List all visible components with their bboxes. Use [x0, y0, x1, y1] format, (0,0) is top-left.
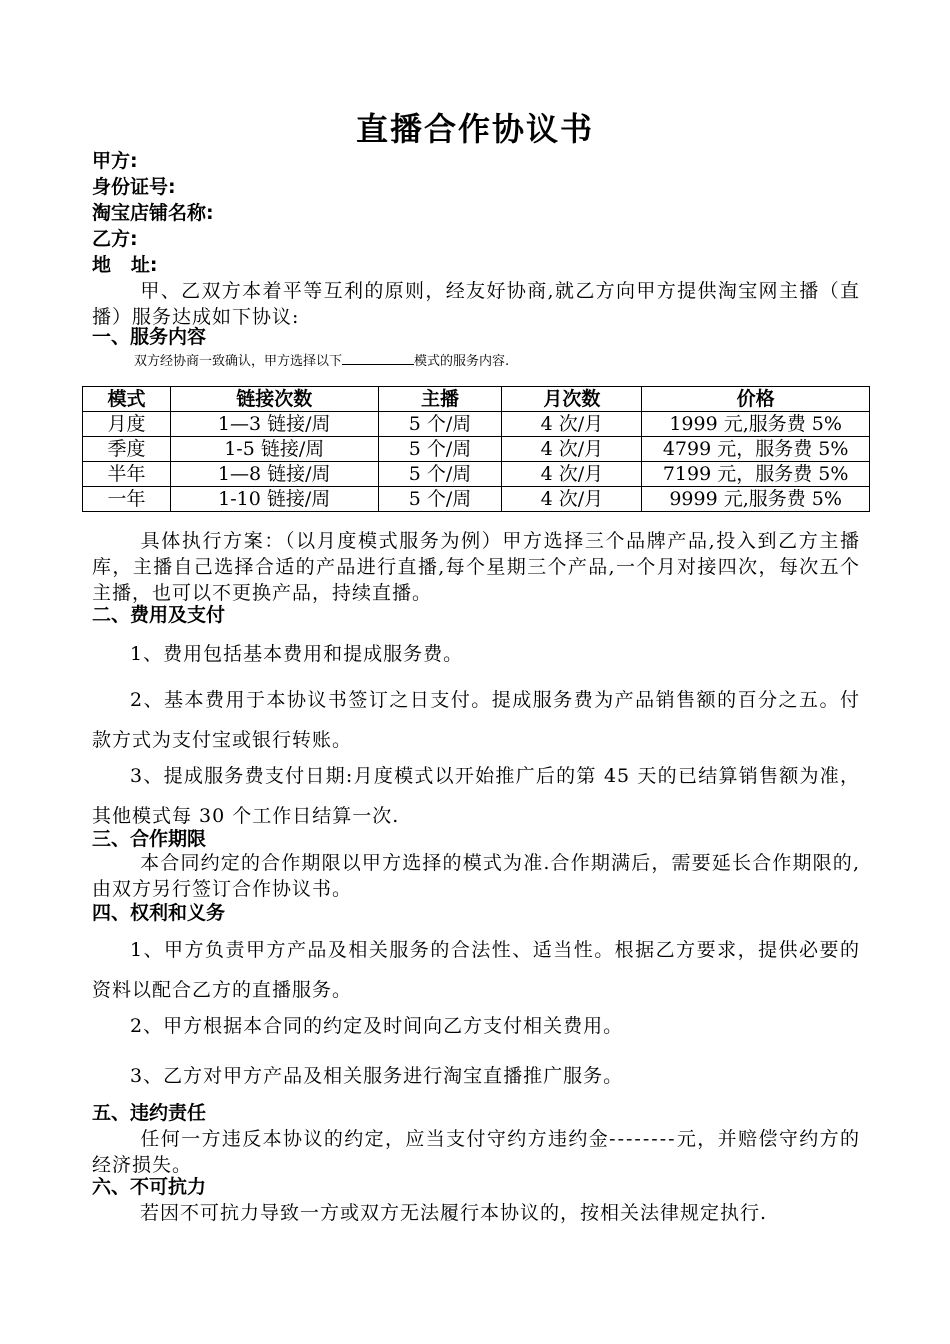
table-cell: 一年: [83, 487, 171, 512]
table-cell: 7199 元，服务费 5%: [642, 462, 870, 487]
party-a-label: 甲方:: [92, 150, 138, 172]
term-text: 本合同约定的合作期限以甲方选择的模式为准.合作期满后，需要延长合作期限的,由双方另行签订合作协议书。: [92, 852, 860, 900]
fee-item-1: [92, 634, 860, 674]
rights-item-text: 3、乙方对甲方产品及相关服务进行淘宝直播推广服务。: [130, 1065, 624, 1087]
mode-blank-line: [342, 350, 414, 365]
table-cell: 4 次/月: [502, 412, 642, 437]
table-row: [83, 487, 870, 512]
fee-item-text: 3、提成服务费支付日期:月度模式以开始推广后的第 45 天的已结算销售额为准，其他模式每 30 个工作日结算一次.: [92, 765, 860, 827]
service-choice-note: [134, 350, 509, 372]
note-text-before: 双方经协商一致确认，甲方选择以下: [134, 354, 343, 369]
table-row: [83, 437, 870, 462]
note-text-after: 模式的服务内容.: [414, 354, 510, 369]
section-1-heading: 一、服务内容: [92, 326, 207, 348]
section-3-heading: 三、合作期限: [92, 828, 207, 850]
table-header: 模式: [83, 387, 171, 412]
table-cell: 4 次/月: [502, 437, 642, 462]
fee-item-2: [92, 680, 860, 760]
table-cell: 半年: [83, 462, 171, 487]
table-header: 价格: [642, 387, 870, 412]
breach-paragraph: [92, 1126, 860, 1178]
section-5-heading: 五、违约责任: [92, 1102, 207, 1124]
document-title: 直播合作协议书: [355, 110, 594, 148]
table-cell: 5 个/周: [378, 437, 502, 462]
rights-item-3: [92, 1056, 860, 1096]
table-cell: 1-5 链接/周: [170, 437, 378, 462]
rights-item-1: [92, 930, 860, 1010]
table-header-row: [83, 387, 870, 412]
shop-name-label: 淘宝店铺名称:: [92, 202, 214, 224]
section-4-heading: 四、权利和义务: [92, 902, 226, 924]
fee-item-text: 1、费用包括基本费用和提成服务费。: [130, 643, 464, 665]
party-b-label: 乙方:: [92, 228, 138, 250]
intro-text: 甲、乙双方本着平等互利的原则，经友好协商,就乙方向甲方提供淘宝网主播（直播）服务达成如下协议:: [92, 280, 860, 328]
table-cell: 1—8 链接/周: [170, 462, 378, 487]
id-number-label: 身份证号:: [92, 176, 176, 198]
table-cell: 月度: [83, 412, 171, 437]
address-label: 地 址:: [92, 254, 158, 276]
pricing-table: [82, 386, 870, 512]
breach-text-after: 元，并赔偿守约方的经济损失。: [92, 1128, 860, 1176]
execution-plan-text: 具体执行方案：（以月度模式服务为例）甲方选择三个品牌产品,投入到乙方主播库，主播自己选择合适的产品进行直播,每个星期三个产品,一个月对接四次，每次五个主播，也可以不更换产品，持续直播。: [92, 530, 860, 604]
rights-item-text: 1、甲方负责甲方产品及相关服务的合法性、适当性。根据乙方要求，提供必要的资料以配合乙方的直播服务。: [92, 939, 860, 1001]
table-cell: 1—3 链接/周: [170, 412, 378, 437]
table-row: [83, 462, 870, 487]
rights-item-text: 2、甲方根据本合同的约定及时间向乙方支付相关费用。: [130, 1015, 624, 1037]
table-cell: 1-10 链接/周: [170, 487, 378, 512]
force-majeure-paragraph: [92, 1200, 860, 1226]
fee-item-text: 2、基本费用于本协议书签订之日支付。提成服务费为产品销售额的百分之五。付款方式为支付宝或银行转账。: [92, 689, 860, 751]
force-majeure-text: 若因不可抗力导致一方或双方无法履行本协议的，按相关法律规定执行.: [140, 1202, 768, 1224]
table-cell: 5 个/周: [378, 462, 502, 487]
table-cell: 季度: [83, 437, 171, 462]
section-2-heading: 二、费用及支付: [92, 604, 226, 626]
term-paragraph: [92, 850, 860, 902]
table-header: 链接次数: [170, 387, 378, 412]
table-cell: 4 次/月: [502, 462, 642, 487]
table-cell: 4799 元，服务费 5%: [642, 437, 870, 462]
table-row: [83, 412, 870, 437]
rights-item-2: [92, 1006, 860, 1046]
section-6-heading: 六、不可抗力: [92, 1176, 207, 1198]
table-cell: 1999 元,服务费 5%: [642, 412, 870, 437]
execution-plan-paragraph: [92, 528, 860, 606]
intro-paragraph: [92, 278, 860, 330]
table-header: 主播: [378, 387, 502, 412]
table-header: 月次数: [502, 387, 642, 412]
table-cell: 4 次/月: [502, 487, 642, 512]
penalty-blank: --------: [609, 1128, 677, 1150]
table-cell: 5 个/周: [378, 412, 502, 437]
breach-text-before: 任何一方违反本协议的约定，应当支付守约方违约金: [140, 1128, 610, 1150]
table-cell: 5 个/周: [378, 487, 502, 512]
table-cell: 9999 元,服务费 5%: [642, 487, 870, 512]
fee-item-3: [92, 756, 860, 836]
